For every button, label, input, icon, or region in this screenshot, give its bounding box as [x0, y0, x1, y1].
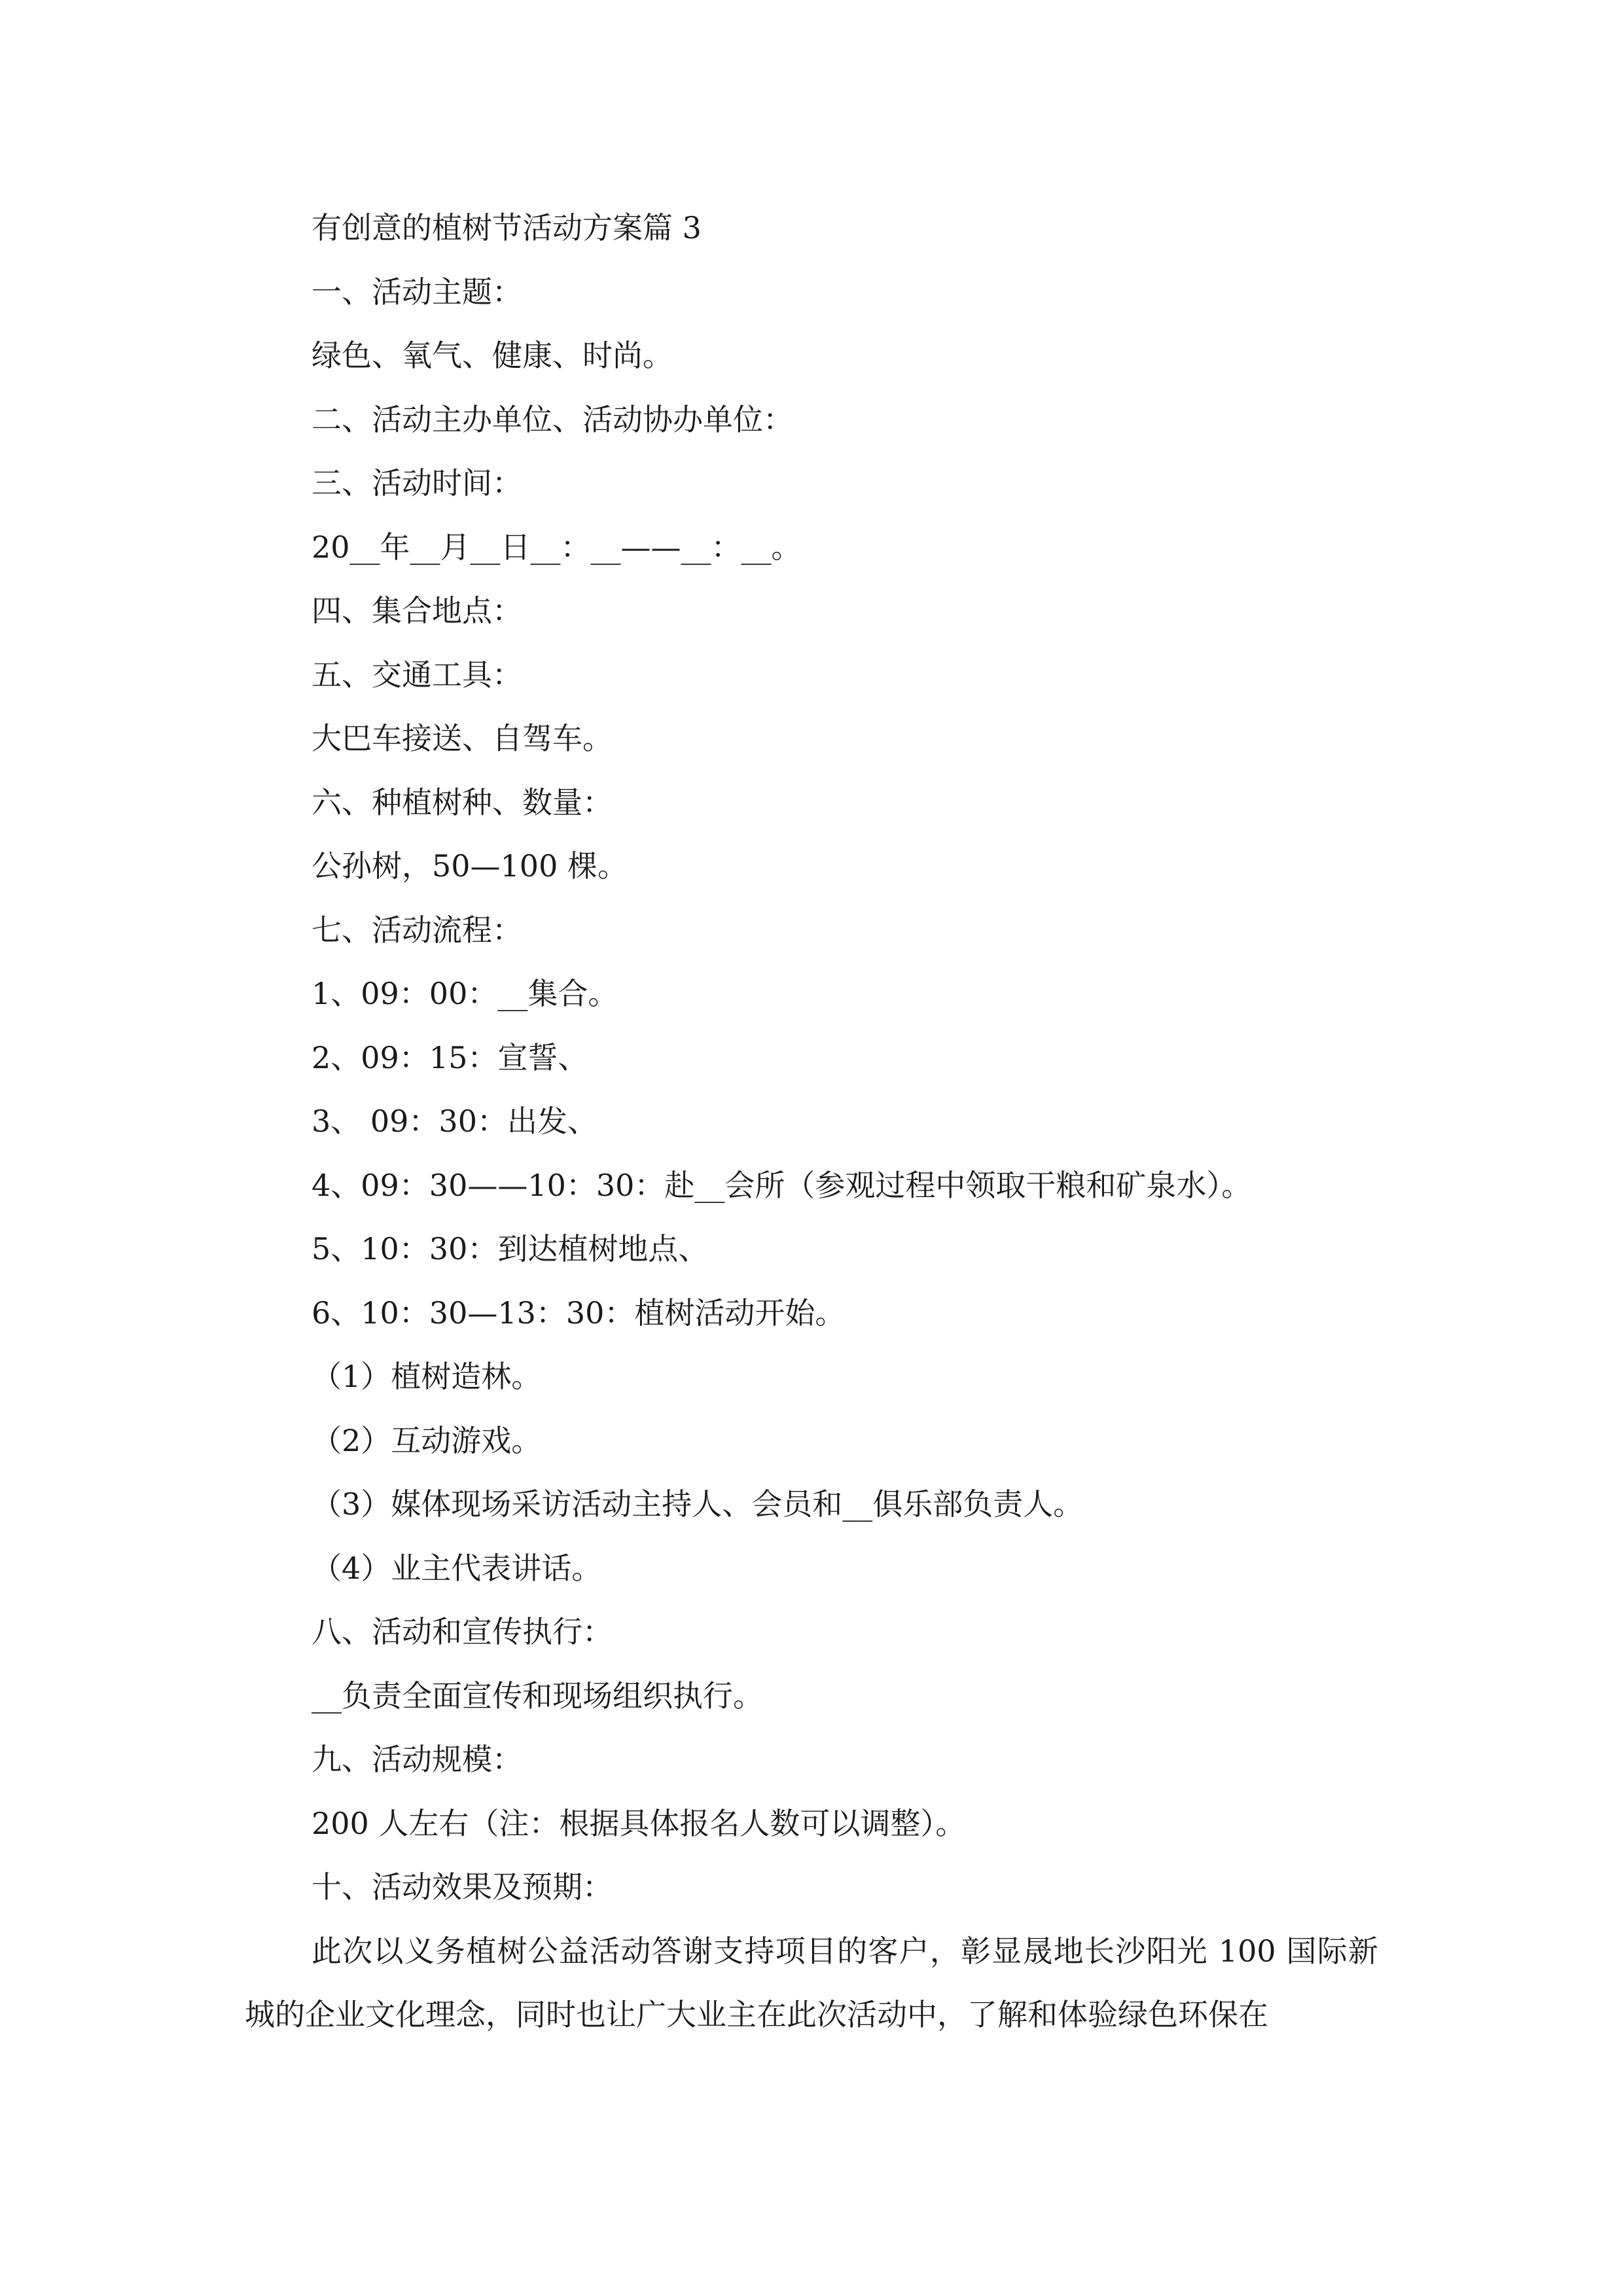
process-step: 3、 09：30：出发、	[312, 1103, 597, 1139]
scale-text: 200 人左右（注：根据具体报名人数可以调整）。	[312, 1805, 966, 1841]
section-heading-theme: 一、活动主题：	[312, 274, 522, 310]
process-step: 5、10：30：到达植树地点、	[312, 1231, 709, 1266]
section-heading-location: 四、集合地点：	[312, 593, 522, 628]
time-text: 20__年__月__日__：__——__：__。	[312, 529, 802, 565]
process-step: 4、09：30——10：30：赴__会所（参观过程中领取干粮和矿泉水）。	[312, 1167, 1252, 1203]
process-step: 2、09：15：宣誓、	[312, 1039, 588, 1075]
trees-text: 公孙树，50—100 棵。	[312, 848, 628, 884]
closing-paragraph: 此次以义务植树公益活动答谢支持项目的客户，彰显晟地长沙阳光 100 国际新城的企业文化理念，同时也让广大业主在此次活动中，了解和体验绿色环保在	[245, 1933, 1378, 2032]
section-heading-scale: 九、活动规模：	[312, 1742, 522, 1777]
document-title: 有创意的植树节活动方案篇 3	[312, 210, 702, 245]
section-heading-transport: 五、交通工具：	[312, 656, 522, 692]
document-body	[245, 196, 1378, 2047]
transport-text: 大巴车接送、自驾车。	[312, 721, 613, 756]
process-substep: （2）互动游戏。	[312, 1422, 542, 1458]
process-step: 1、09：00：__集合。	[312, 976, 618, 1011]
section-heading-execution: 八、活动和宣传执行：	[312, 1614, 613, 1649]
process-step: 6、10：30—13：30：植树活动开始。	[312, 1295, 846, 1331]
section-heading-process: 七、活动流程：	[312, 912, 522, 948]
section-heading-trees: 六、种植树种、数量：	[312, 784, 613, 820]
theme-text: 绿色、氧气、健康、时尚。	[312, 338, 673, 373]
process-substep: （1）植树造林。	[312, 1359, 542, 1394]
section-heading-organizers: 二、活动主办单位、活动协办单位：	[312, 401, 793, 437]
execution-text: __负责全面宣传和现场组织执行。	[312, 1677, 763, 1713]
section-heading-time: 三、活动时间：	[312, 465, 522, 501]
process-substep: （4）业主代表讲话。	[312, 1550, 602, 1586]
process-substep: （3）媒体现场采访活动主持人、会员和__俱乐部负责人。	[312, 1486, 1084, 1522]
section-heading-effects: 十、活动效果及预期：	[312, 1869, 613, 1905]
